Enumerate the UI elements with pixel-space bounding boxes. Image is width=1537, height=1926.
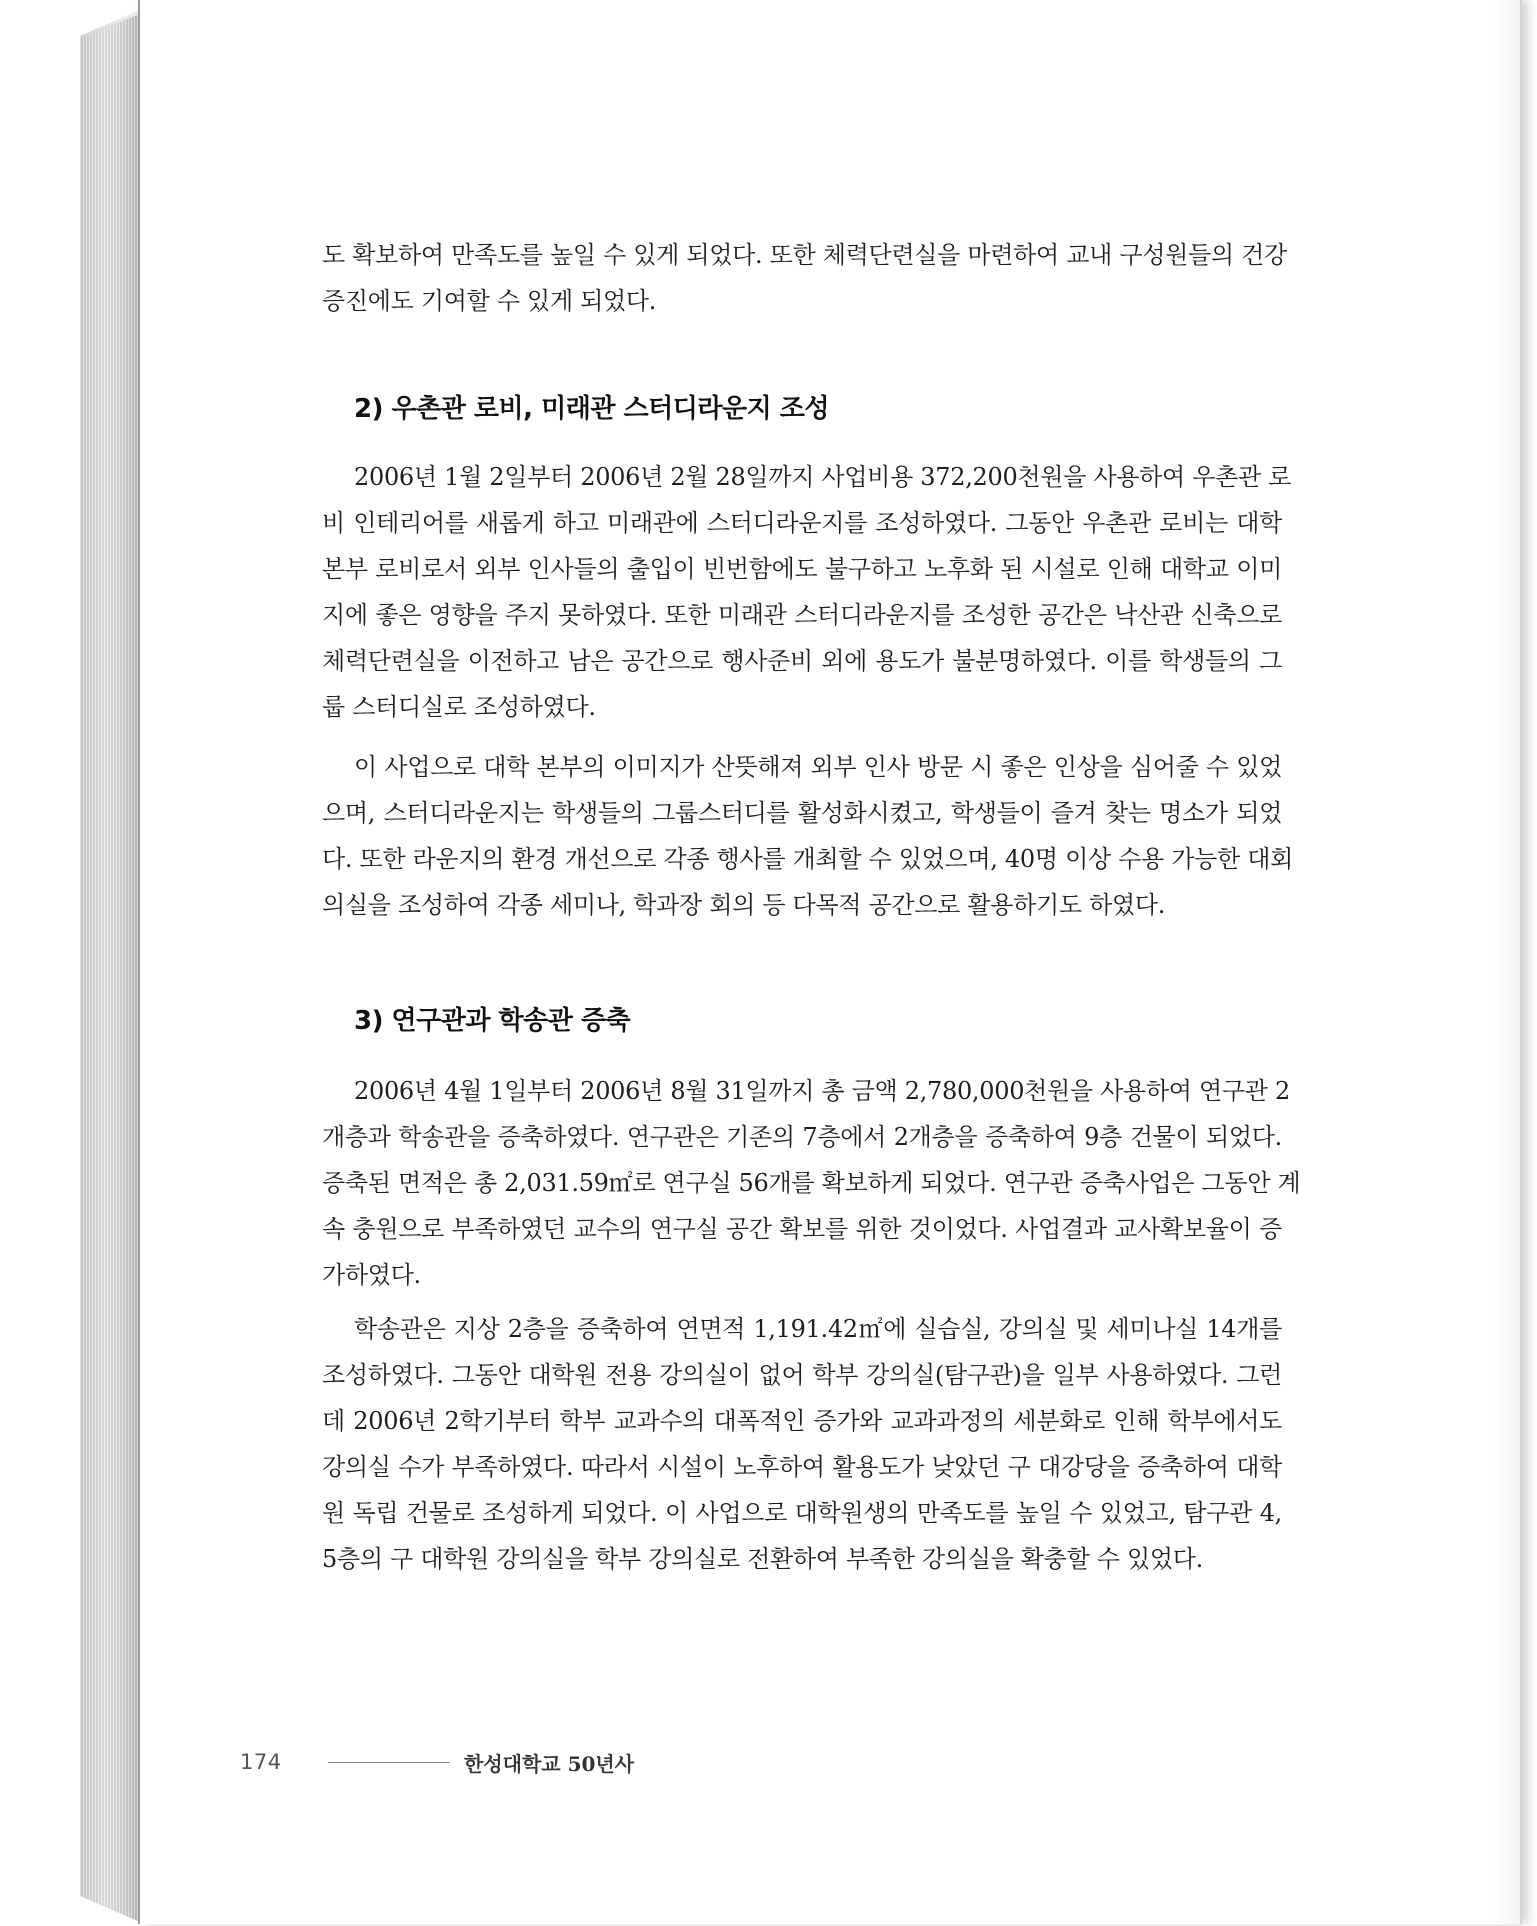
page-footer bbox=[240, 1746, 634, 1778]
text-line: 증진에도 기여할 수 있게 되었다. bbox=[322, 287, 657, 315]
text-line: 체력단련실을 이전하고 남은 공간으로 행사준비 외에 용도가 불분명하였다. 이를 학생들의 그 bbox=[322, 647, 1282, 675]
section3-paragraph-2 bbox=[322, 1306, 1282, 1582]
text-line: 속 충원으로 부족하였던 교수의 연구실 공간 확보를 위한 것이었다. 사업결과 교사확보율이 증 bbox=[322, 1215, 1282, 1243]
section-heading-2: 2) 우촌관 로비, 미래관 스터디라운지 조성 bbox=[354, 394, 829, 424]
text-line: 조성하였다. 그동안 대학원 전용 강의실이 없어 학부 강의실(탐구관)을 일부 사용하였다. 그런 bbox=[322, 1361, 1282, 1389]
text-line: 2006년 1월 2일부터 2006년 2월 28일까지 사업비용 372,200천원을 사용하여 우촌관 로 bbox=[354, 463, 1292, 491]
text-line: 도 확보하여 만족도를 높일 수 있게 되었다. 또한 체력단련실을 마련하여 교내 구성원들의 건강 bbox=[322, 241, 1287, 269]
text-line: 개층과 학송관을 증축하였다. 연구관은 기존의 7층에서 2개층을 증축하여 9층 건물이 되었다. bbox=[322, 1123, 1282, 1151]
text-line: 가하였다. bbox=[322, 1261, 421, 1289]
section2-paragraph-1 bbox=[322, 454, 1292, 730]
section3-paragraph-1 bbox=[322, 1068, 1301, 1298]
text-line: 다. 또한 라운지의 환경 개선으로 각종 행사를 개최할 수 있었으며, 40명 이상 수용 가능한 대회 bbox=[322, 845, 1294, 873]
text-line: 데 2006년 2학기부터 학부 교과수의 대폭적인 증가와 교과과정의 세분화로 인해 학부에서도 bbox=[322, 1407, 1282, 1435]
text-line: 지에 좋은 영향을 주지 못하였다. 또한 미래관 스터디라운지를 조성한 공간은 낙산관 신축으로 bbox=[322, 601, 1282, 629]
text-line: 원 독립 건물로 조성하게 되었다. 이 사업으로 대학원생의 만족도를 높일 수 있었고, 탐구관 4, bbox=[322, 1499, 1282, 1527]
section-heading-3: 3) 연구관과 학송관 증축 bbox=[354, 1006, 631, 1036]
text-line: 비 인테리어를 새롭게 하고 미래관에 스터디라운지를 조성하였다. 그동안 우촌관 로비는 대학 bbox=[322, 509, 1282, 537]
footer-divider bbox=[328, 1762, 450, 1763]
text-line: 이 사업으로 대학 본부의 이미지가 산뜻해져 외부 인사 방문 시 좋은 인상을 심어줄 수 있었 bbox=[354, 753, 1282, 781]
text-line: 룹 스터디실로 조성하였다. bbox=[322, 693, 596, 721]
page-number: 174 bbox=[240, 1750, 282, 1774]
book-edge-pages bbox=[80, 10, 140, 1922]
paragraph-continued bbox=[322, 232, 1287, 324]
text-line: 으며, 스터디라운지는 학생들의 그룹스터디를 활성화시켰고, 학생들이 즐겨 찾는 명소가 되었 bbox=[322, 799, 1282, 827]
text-line: 학송관은 지상 2층을 증축하여 연면적 1,191.42㎡에 실습실, 강의실 및 세미나실 14개를 bbox=[354, 1315, 1282, 1343]
text-line: 증축된 면적은 총 2,031.59㎡로 연구실 56개를 확보하게 되었다. 연구관 증축사업은 그동안 계 bbox=[322, 1169, 1301, 1197]
page-shadow bbox=[1492, 0, 1522, 1924]
text-line: 5층의 구 대학원 강의실을 학부 강의실로 전환하여 부족한 강의실을 확충할 수 있었다. bbox=[322, 1545, 1203, 1573]
text-line: 본부 로비로서 외부 인사들의 출입이 빈번함에도 불구하고 노후화 된 시설로 인해 대학교 이미 bbox=[322, 555, 1282, 583]
text-line: 강의실 수가 부족하였다. 따라서 시설이 노후하여 활용도가 낮았던 구 대강당을 증축하여 대학 bbox=[322, 1453, 1282, 1481]
book-title: 한성대학교 50년사 bbox=[464, 1751, 635, 1776]
text-line: 2006년 4월 1일부터 2006년 8월 31일까지 총 금액 2,780,000천원을 사용하여 연구관 2 bbox=[354, 1077, 1290, 1105]
page bbox=[138, 0, 1522, 1924]
text-line: 의실을 조성하여 각종 세미나, 학과장 회의 등 다목적 공간으로 활용하기도 하였다. bbox=[322, 891, 1166, 919]
section2-paragraph-2 bbox=[322, 744, 1294, 928]
